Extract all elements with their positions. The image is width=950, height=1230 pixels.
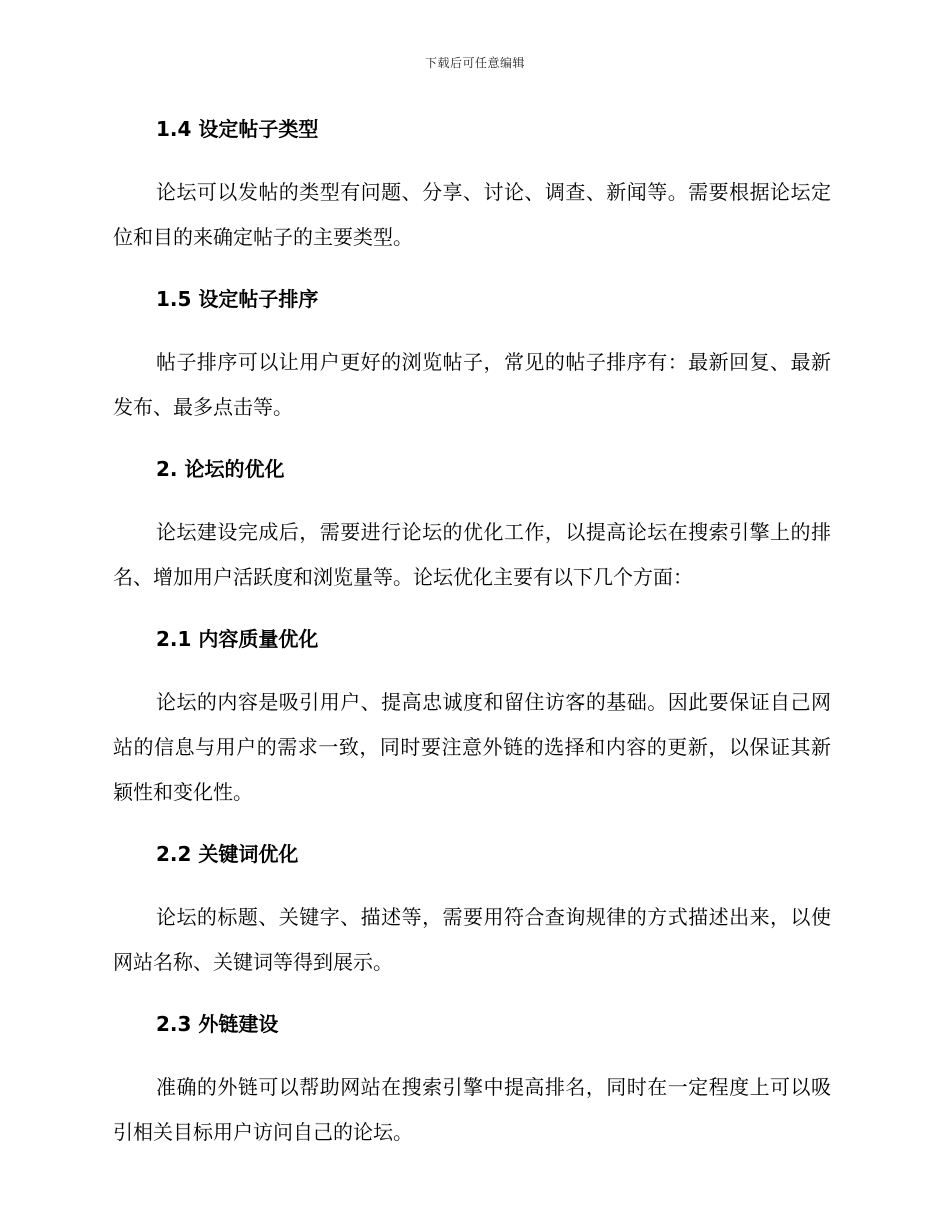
document-body [113, 112, 831, 1155]
section-heading-2-3: 2.3 外链建设 [156, 1012, 279, 1036]
section-heading-2-1: 2.1 内容质量优化 [156, 627, 319, 651]
section-heading-2: 2. 论坛的优化 [156, 457, 285, 481]
section-paragraph-1-4: 论坛可以发帖的类型有问题、分享、讨论、调查、新闻等。需要根据论坛定位和目的来确定帖子的主要类型。 [113, 180, 831, 249]
section-paragraph-2-2: 论坛的标题、关键字、描述等，需要用符合查询规律的方式描述出来，以使网站名称、关键词等得到展示。 [113, 905, 831, 974]
section-paragraph-2-1: 论坛的内容是吸引用户、提高忠诚度和留住访客的基础。因此要保证自己网站的信息与用户的需求一致，同时要注意外链的选择和内容的更新，以保证其新颖性和变化性。 [113, 690, 831, 804]
section-paragraph-1-5: 帖子排序可以让用户更好的浏览帖子，常见的帖子排序有：最新回复、最新发布、最多点击等。 [113, 350, 831, 419]
section-heading-1-5: 1.5 设定帖子排序 [156, 287, 319, 311]
section-heading-1-4: 1.4 设定帖子类型 [156, 117, 319, 141]
section-paragraph-2: 论坛建设完成后，需要进行论坛的优化工作，以提高论坛在搜索引擎上的排名、增加用户活跃度和浏览量等。论坛优化主要有以下几个方面： [113, 520, 831, 589]
page-header: 下载后可任意编辑 [424, 56, 525, 70]
section-paragraph-2-3: 准确的外链可以帮助网站在搜索引擎中提高排名，同时在一定程度上可以吸引相关目标用户访问自己的论坛。 [113, 1075, 831, 1144]
section-heading-2-2: 2.2 关键词优化 [156, 842, 299, 866]
